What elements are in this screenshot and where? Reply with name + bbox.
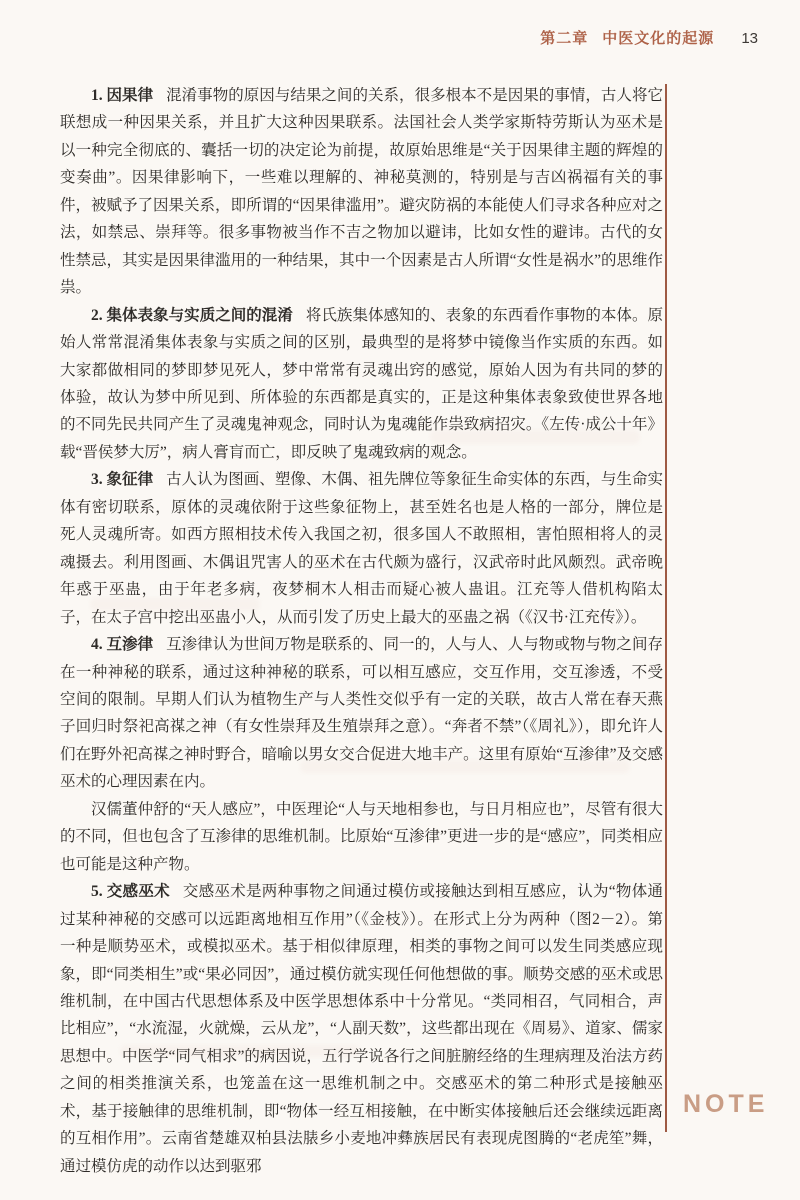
body-text — [60, 82, 663, 1180]
paragraph-interpenetration-law — [60, 631, 663, 796]
paragraph-text: 交感巫术是两种事物之间通过模仿或接触达到相互感应，认为“物体通过某种神秘的交感可以远距离地相互作用”（《金枝》）。在形式上分为两种（图2－2）。第一种是顺势巫术，或模拟巫术。基于相似律原理，相类的事物之间可以发生同类感应现象，即“同类相生”或“果必同因”，通过模仿就实现任何他想做的事。顺势交感的巫术或思维机制，在中国古代思想体系及中医学思想体系中十分常见。“类同相召，气同相合，声比相应”，“水流湿，火就燥，云从龙”，“人副天数”，这些都出现在《周易》、道家、儒家思想中。中医学“同气相求”的病因说，五行学说各行之间脏腑经络的生理病理及治法方药之间的相类推演关系，也笼盖在这一思维机制之中。交感巫术的第二种形式是接触巫术，基于接触律的思维机制，即“物体一经互相接触，在中断实体接触后还会继续远距离的互相作用”。云南省楚雄双柏县法脿乡小麦地冲彝族居民有表现虎图腾的“老虎笙”舞，通过模仿虎的动作以达到驱邪 — [60, 883, 663, 1175]
paragraph-collective-representation — [60, 302, 663, 467]
note-stamp: NOTE — [683, 1090, 769, 1118]
paragraph-lead: 5. 交感巫术 — [91, 883, 170, 901]
paragraph-dong-zhongshu — [60, 796, 663, 878]
margin-rule — [665, 84, 667, 1132]
paragraph-lead: 2. 集体表象与实质之间的混淆 — [91, 306, 293, 324]
paragraph-symbolism-law — [60, 466, 663, 631]
paragraph-text: 汉儒董仲舒的“天人感应”，中医理论“人与天地相参也，与日月相应也”，尽管有很大的不同，但也包含了互渗律的思维机制。比原始“互渗律”更进一步的是“感应”，同类相应也可能是这种产物。 — [60, 800, 663, 873]
paragraph-text: 混淆事物的原因与结果之间的关系，很多根本不是因果的事情，古人将它联想成一种因果关系，并且扩大这种因果联系。法国社会人类学家斯特劳斯认为巫术是以一种完全彻底的、囊括一切的决定论为前提，故原始思维是“关于因果律主题的辉煌的变奏曲”。因果律影响下，一些难以理解的、神秘莫测的，特别是与吉凶祸福有关的事件，被赋予了因果关系，即所谓的“因果律滥用”。避灾防祸的本能使人们寻求各种应对之法，如禁忌、崇拜等。很多事物被当作不吉之物加以避讳，比如女性的避讳。古代的女性禁忌，其实是因果律滥用的一种结果，其中一个因素是古人所谓“女性是祸水”的思维作祟。 — [60, 87, 663, 297]
paragraph-text: 古人认为图画、塑像、木偶、祖先牌位等象征生命实体的东西，与生命实体有密切联系，原体的灵魂依附于这些象征物上，甚至姓名也是人格的一部分，牌位是死人灵魂所寄。如西方照相技术传入我国之初，很多国人不敢照相，害怕照相将人的灵魂摄去。利用图画、木偶诅咒害人的巫术在古代颇为盛行，汉武帝时此风颇烈。武帝晚年惑于巫蛊，由于年老多病，夜梦桐木人相击而疑心被人蛊诅。江充等人借机构陷太子，在太子宫中挖出巫蛊小人，从而引发了历史上最大的巫蛊之祸（《汉书·江充传》）。 — [60, 471, 663, 626]
chapter-label: 第二章 — [540, 30, 589, 47]
paragraph-lead: 4. 互渗律 — [91, 636, 154, 654]
chapter-title: 中医文化的起源 — [602, 30, 715, 47]
paragraph-lead: 1. 因果律 — [91, 87, 154, 104]
paragraph-text: 将氏族集体感知的、表象的东西看作事物的本体。原始人常常混淆集体表象与实质之间的区别，最典型的是将梦中镜像当作实质的东西。如大家都做相同的梦即梦见死人，梦中常常有灵魂出窍的感觉，原始人因为有共同的梦的体验，故认为梦中所见到、所体验的东西都是真实的，正是这种集体表象致使世界各地的不同先民共同产生了灵魂鬼神观念，同时认为鬼魂能作祟致病招灾。《左传·成公十年》载“晋侯梦大厉”，病人膏肓而亡，即反映了鬼魂致病的观念。 — [60, 306, 663, 461]
paragraph-text: 互渗律认为世间万物是联系的、同一的，人与人、人与物或物与物之间存在一种神秘的联系，通过这种神秘的联系，可以相互感应，交互作用，交互渗透，不受空间的限制。早期人们认为植物生产与人类性交似乎有一定的关联，故古人常在春天燕子回归时祭祀高禖之神（有女性崇拜及生殖崇拜之意）。“奔者不禁”（《周礼》），即允许人们在野外祀高禖之神时野合，暗喻以男女交合促进大地丰产。这里有原始“互渗律”及交感巫术的心理因素在内。 — [60, 636, 663, 791]
page-number: 13 — [741, 30, 758, 47]
paragraph-lead: 3. 象征律 — [91, 471, 154, 489]
running-header — [0, 27, 758, 48]
paragraph-causality-law — [60, 82, 663, 302]
paragraph-sympathetic-magic — [60, 878, 663, 1180]
